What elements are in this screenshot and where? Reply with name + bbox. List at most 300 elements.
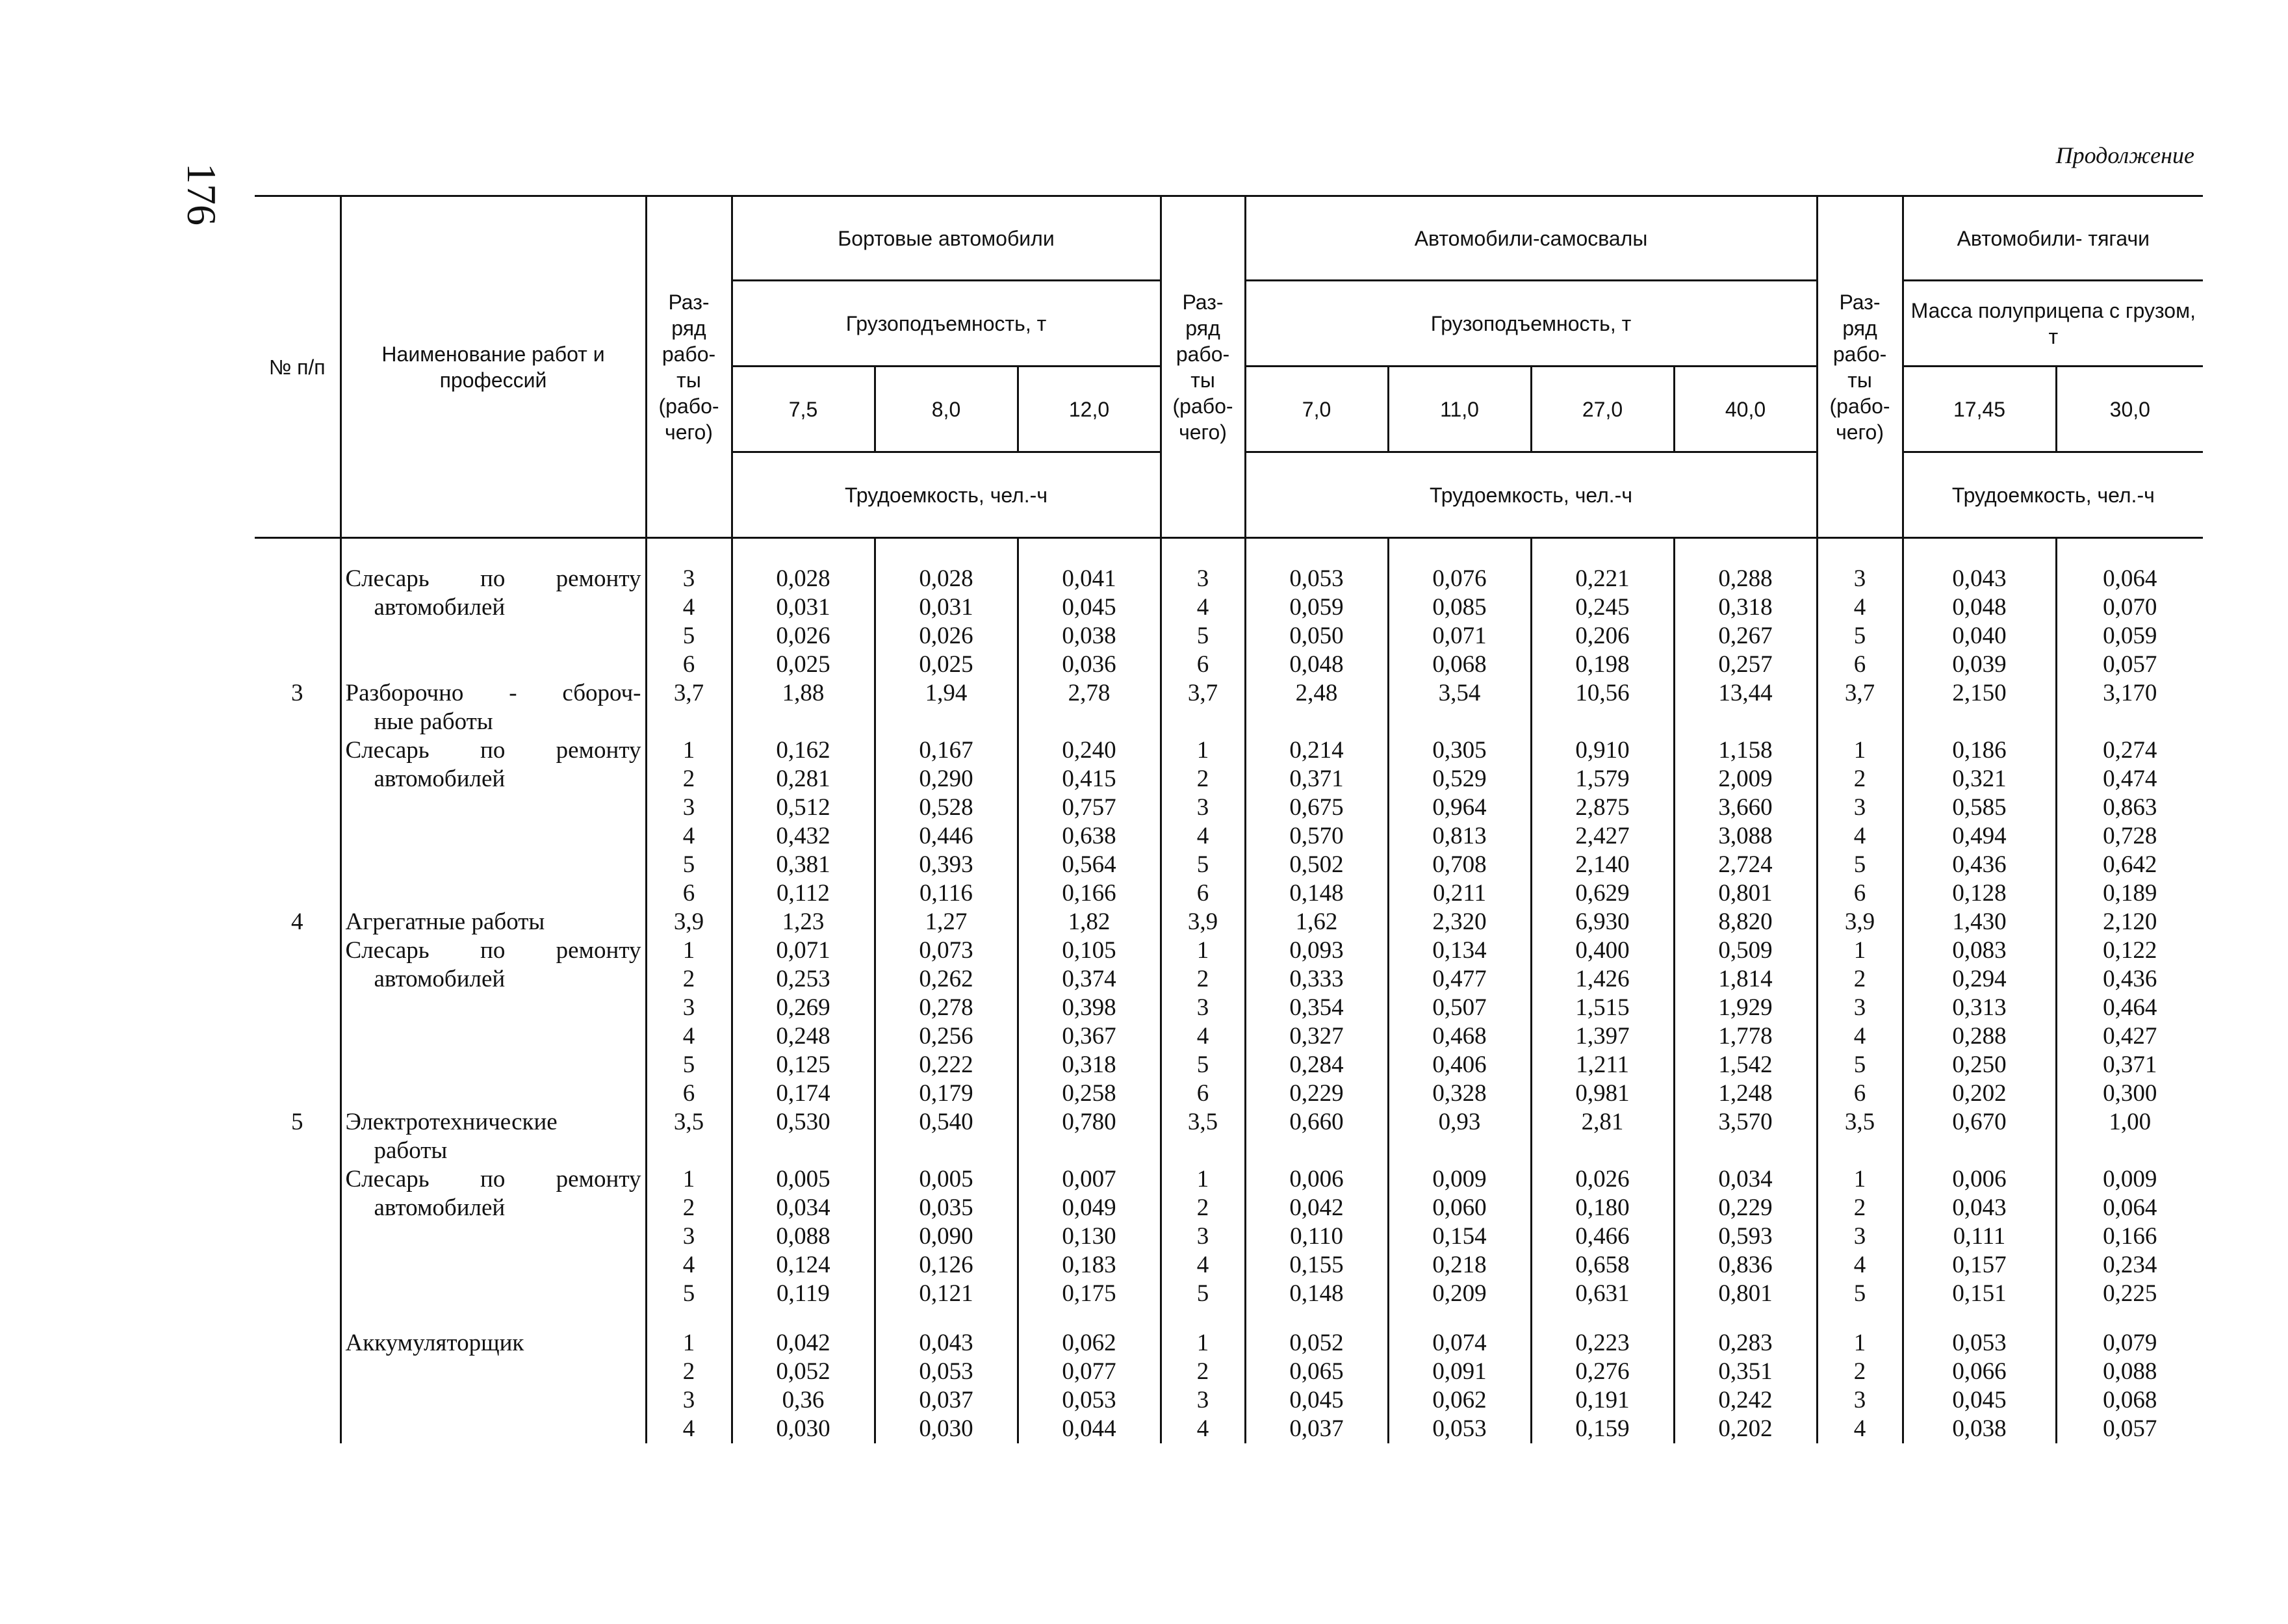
header-grade-3: Раз- ряд рабо- ты (рабо- чего) — [1817, 196, 1903, 538]
row-number: 3 — [291, 680, 303, 706]
value-tractor-30-0: 0,057 — [2056, 651, 2203, 679]
continuation-label: Продолжение — [2055, 142, 2194, 168]
value-flatbed-7-5: 0,124 — [732, 1251, 875, 1280]
value-flatbed-7-5: 0,025 — [732, 651, 875, 679]
value-flatbed-12-0: 0,638 — [1018, 822, 1161, 851]
value-dump-11-0: 0,468 — [1388, 1022, 1531, 1051]
value-dump-7-0: 0,327 — [1245, 1022, 1388, 1051]
table-row — [255, 822, 2203, 851]
value-flatbed-7-5: 0,030 — [732, 1415, 875, 1443]
value-tractor-30-0: 0,728 — [2056, 822, 2203, 851]
value-dump-11-0: 0,091 — [1388, 1358, 1531, 1386]
value-flatbed-12-0: 0,415 — [1018, 765, 1161, 793]
table-row — [255, 1108, 2203, 1137]
value-tractor-17-45 — [1903, 1308, 2056, 1329]
value-flatbed-12-0 — [1018, 708, 1161, 736]
grade-dump: 6 — [1161, 879, 1245, 908]
work-name — [341, 1079, 646, 1108]
header-labor-1: Трудоемкость, чел.-ч — [732, 452, 1161, 538]
header-col: 30,0 — [2056, 367, 2203, 452]
grade-tractor: 4 — [1817, 822, 1903, 851]
value-tractor-30-0: 0,474 — [2056, 765, 2203, 793]
value-flatbed-8-0: 1,94 — [875, 679, 1018, 708]
value-flatbed-12-0: 2,78 — [1018, 679, 1161, 708]
value-flatbed-7-5 — [732, 1308, 875, 1329]
grade-dump: 6 — [1161, 651, 1245, 679]
value-tractor-17-45: 0,313 — [1903, 994, 2056, 1022]
value-tractor-17-45: 0,083 — [1903, 936, 2056, 965]
value-flatbed-7-5: 0,269 — [732, 994, 875, 1022]
work-name — [341, 822, 646, 851]
value-tractor-30-0: 0,064 — [2056, 1194, 2203, 1222]
value-flatbed-8-0: 0,116 — [875, 879, 1018, 908]
value-flatbed-7-5: 0,112 — [732, 879, 875, 908]
value-dump-11-0: 0,813 — [1388, 822, 1531, 851]
header-col: 17,45 — [1903, 367, 2056, 452]
value-dump-40-0: 3,660 — [1674, 793, 1817, 822]
value-dump-40-0 — [1674, 1308, 1817, 1329]
value-flatbed-8-0: 0,053 — [875, 1358, 1018, 1386]
work-name: Разборочно - сбороч- — [341, 679, 646, 708]
work-name — [341, 1415, 646, 1443]
value-dump-11-0: 0,062 — [1388, 1386, 1531, 1415]
value-dump-11-0 — [1388, 1137, 1531, 1165]
grade-dump: 3 — [1161, 538, 1245, 594]
value-dump-27-0: 2,140 — [1531, 851, 1674, 879]
value-dump-40-0: 1,929 — [1674, 994, 1817, 1022]
value-dump-11-0: 0,211 — [1388, 879, 1531, 908]
value-tractor-30-0: 0,088 — [2056, 1358, 2203, 1386]
value-flatbed-7-5: 0,119 — [732, 1280, 875, 1308]
row-number — [255, 1280, 341, 1308]
work-name: ные работы — [341, 708, 646, 736]
grade-tractor: 6 — [1817, 1079, 1903, 1108]
value-flatbed-8-0: 0,030 — [875, 1415, 1018, 1443]
value-flatbed-7-5: 0,432 — [732, 822, 875, 851]
value-flatbed-7-5 — [732, 1137, 875, 1165]
value-dump-7-0: 0,371 — [1245, 765, 1388, 793]
grade-tractor: 2 — [1817, 1194, 1903, 1222]
work-name — [341, 851, 646, 879]
grade-flatbed: 3 — [646, 1386, 732, 1415]
value-dump-11-0: 0,053 — [1388, 1415, 1531, 1443]
value-dump-40-0: 0,801 — [1674, 1280, 1817, 1308]
header-col: 12,0 — [1018, 367, 1161, 452]
value-dump-11-0: 0,076 — [1388, 538, 1531, 594]
value-flatbed-7-5: 0,034 — [732, 1194, 875, 1222]
grade-tractor: 2 — [1817, 1358, 1903, 1386]
work-name: Слесарь по ремонту — [341, 936, 646, 965]
value-flatbed-12-0: 0,130 — [1018, 1222, 1161, 1251]
header-col: 7,5 — [732, 367, 875, 452]
value-tractor-17-45: 1,430 — [1903, 908, 2056, 936]
value-tractor-17-45: 0,670 — [1903, 1108, 2056, 1137]
value-dump-27-0 — [1531, 1137, 1674, 1165]
value-dump-7-0: 0,093 — [1245, 936, 1388, 965]
value-flatbed-8-0: 0,031 — [875, 593, 1018, 622]
value-tractor-17-45: 0,186 — [1903, 736, 2056, 765]
table-row — [255, 1251, 2203, 1280]
value-tractor-17-45: 0,038 — [1903, 1415, 2056, 1443]
header-labor-2: Трудоемкость, чел.-ч — [1245, 452, 1817, 538]
table-row — [255, 708, 2203, 736]
value-tractor-17-45: 0,321 — [1903, 765, 2056, 793]
grade-dump — [1161, 708, 1245, 736]
grade-flatbed: 4 — [646, 1251, 732, 1280]
grade-flatbed: 1 — [646, 736, 732, 765]
header-capacity-1: Грузоподъемность, т — [732, 281, 1161, 367]
value-flatbed-12-0: 0,318 — [1018, 1051, 1161, 1079]
value-tractor-17-45: 0,157 — [1903, 1251, 2056, 1280]
value-dump-7-0: 0,052 — [1245, 1329, 1388, 1358]
row-number — [255, 651, 341, 679]
value-tractor-30-0: 2,120 — [2056, 908, 2203, 936]
value-dump-7-0: 0,148 — [1245, 1280, 1388, 1308]
value-tractor-30-0: 0,057 — [2056, 1415, 2203, 1443]
row-number — [255, 1358, 341, 1386]
grade-dump: 1 — [1161, 936, 1245, 965]
value-flatbed-12-0: 0,780 — [1018, 1108, 1161, 1137]
value-tractor-30-0: 0,642 — [2056, 851, 2203, 879]
value-tractor-17-45: 0,045 — [1903, 1386, 2056, 1415]
value-tractor-17-45: 0,043 — [1903, 538, 2056, 594]
grade-dump — [1161, 1308, 1245, 1329]
value-dump-11-0: 0,305 — [1388, 736, 1531, 765]
value-tractor-30-0: 0,189 — [2056, 879, 2203, 908]
work-name — [341, 994, 646, 1022]
value-flatbed-8-0: 1,27 — [875, 908, 1018, 936]
value-tractor-30-0: 0,059 — [2056, 622, 2203, 651]
value-tractor-30-0: 0,122 — [2056, 936, 2203, 965]
value-dump-11-0: 0,477 — [1388, 965, 1531, 994]
value-tractor-30-0: 1,00 — [2056, 1108, 2203, 1137]
value-flatbed-7-5: 0,031 — [732, 593, 875, 622]
table-row — [255, 793, 2203, 822]
grade-tractor: 5 — [1817, 622, 1903, 651]
value-tractor-30-0: 0,070 — [2056, 593, 2203, 622]
grade-tractor: 4 — [1817, 1415, 1903, 1443]
value-dump-27-0: 0,981 — [1531, 1079, 1674, 1108]
value-tractor-30-0 — [2056, 708, 2203, 736]
table-row — [255, 1051, 2203, 1079]
value-flatbed-7-5: 0,36 — [732, 1386, 875, 1415]
value-dump-11-0: 0,209 — [1388, 1280, 1531, 1308]
table-row — [255, 679, 2203, 708]
value-dump-7-0: 2,48 — [1245, 679, 1388, 708]
value-dump-11-0: 0,328 — [1388, 1079, 1531, 1108]
grade-tractor: 4 — [1817, 1251, 1903, 1280]
work-name — [341, 793, 646, 822]
row-number — [255, 622, 341, 651]
grade-dump: 2 — [1161, 1358, 1245, 1386]
value-flatbed-7-5 — [732, 708, 875, 736]
header-trailer-mass: Масса полуприцепа с грузом, т — [1903, 281, 2203, 367]
grade-flatbed: 1 — [646, 1329, 732, 1358]
work-name — [341, 1386, 646, 1415]
page-number: 176 — [179, 163, 225, 226]
value-tractor-30-0: 0,464 — [2056, 994, 2203, 1022]
value-flatbed-12-0: 0,045 — [1018, 593, 1161, 622]
value-flatbed-12-0: 0,007 — [1018, 1165, 1161, 1194]
work-name: автомобилей — [341, 765, 646, 793]
value-tractor-30-0: 0,068 — [2056, 1386, 2203, 1415]
work-name: Агрегатные работы — [341, 908, 646, 936]
grade-tractor: 3 — [1817, 1386, 1903, 1415]
value-dump-11-0: 0,134 — [1388, 936, 1531, 965]
value-flatbed-8-0: 0,179 — [875, 1079, 1018, 1108]
value-dump-27-0: 10,56 — [1531, 679, 1674, 708]
grade-dump — [1161, 1137, 1245, 1165]
value-dump-7-0: 0,050 — [1245, 622, 1388, 651]
work-name — [341, 651, 646, 679]
value-flatbed-12-0: 1,82 — [1018, 908, 1161, 936]
grade-dump: 2 — [1161, 965, 1245, 994]
value-dump-27-0: 0,245 — [1531, 593, 1674, 622]
value-flatbed-8-0: 0,393 — [875, 851, 1018, 879]
value-tractor-17-45: 0,151 — [1903, 1280, 2056, 1308]
grade-flatbed: 6 — [646, 879, 732, 908]
table-row — [255, 994, 2203, 1022]
table-row — [255, 1415, 2203, 1443]
grade-tractor: 2 — [1817, 765, 1903, 793]
grade-dump: 3,5 — [1161, 1108, 1245, 1137]
value-dump-7-0: 0,214 — [1245, 736, 1388, 765]
value-dump-40-0: 0,318 — [1674, 593, 1817, 622]
value-dump-11-0: 0,964 — [1388, 793, 1531, 822]
value-tractor-17-45: 0,494 — [1903, 822, 2056, 851]
row-number — [255, 1079, 341, 1108]
row-number: 4 — [291, 909, 303, 935]
value-flatbed-12-0: 0,258 — [1018, 1079, 1161, 1108]
header-col: 40,0 — [1674, 367, 1817, 452]
table-row — [255, 1386, 2203, 1415]
value-tractor-17-45: 0,436 — [1903, 851, 2056, 879]
table-row — [255, 765, 2203, 793]
value-flatbed-8-0 — [875, 1137, 1018, 1165]
value-dump-11-0: 0,060 — [1388, 1194, 1531, 1222]
grade-tractor: 3 — [1817, 793, 1903, 822]
value-dump-7-0: 0,053 — [1245, 538, 1388, 594]
value-flatbed-7-5: 0,530 — [732, 1108, 875, 1137]
grade-dump: 4 — [1161, 1251, 1245, 1280]
work-name: работы — [341, 1137, 646, 1165]
value-flatbed-7-5: 0,052 — [732, 1358, 875, 1386]
grade-flatbed: 5 — [646, 1051, 732, 1079]
value-tractor-30-0: 0,166 — [2056, 1222, 2203, 1251]
value-flatbed-8-0: 0,126 — [875, 1251, 1018, 1280]
work-name: автомобилей — [341, 1194, 646, 1222]
value-tractor-17-45: 0,128 — [1903, 879, 2056, 908]
value-flatbed-7-5: 0,253 — [732, 965, 875, 994]
value-dump-40-0: 0,836 — [1674, 1251, 1817, 1280]
grade-dump: 3 — [1161, 1386, 1245, 1415]
value-dump-27-0: 0,191 — [1531, 1386, 1674, 1415]
grade-dump: 2 — [1161, 1194, 1245, 1222]
grade-flatbed: 4 — [646, 1415, 732, 1443]
value-flatbed-8-0: 0,005 — [875, 1165, 1018, 1194]
work-name — [341, 1051, 646, 1079]
header-capacity-2: Грузоподъемность, т — [1245, 281, 1817, 367]
value-flatbed-7-5: 0,071 — [732, 936, 875, 965]
work-name: Аккумуляторщик — [341, 1329, 646, 1358]
table-row — [255, 622, 2203, 651]
table-row — [255, 1022, 2203, 1051]
value-flatbed-8-0: 0,037 — [875, 1386, 1018, 1415]
value-dump-7-0: 0,502 — [1245, 851, 1388, 879]
value-flatbed-12-0: 0,036 — [1018, 651, 1161, 679]
value-dump-40-0: 0,593 — [1674, 1222, 1817, 1251]
row-number — [255, 1051, 341, 1079]
value-dump-40-0: 0,267 — [1674, 622, 1817, 651]
grade-dump: 1 — [1161, 1329, 1245, 1358]
row-number — [255, 994, 341, 1022]
value-dump-40-0: 1,542 — [1674, 1051, 1817, 1079]
value-dump-27-0: 0,198 — [1531, 651, 1674, 679]
table-row — [255, 908, 2203, 936]
value-flatbed-8-0: 0,528 — [875, 793, 1018, 822]
grade-flatbed — [646, 1137, 732, 1165]
grade-flatbed: 2 — [646, 765, 732, 793]
row-number: 5 — [291, 1109, 303, 1135]
value-dump-11-0: 3,54 — [1388, 679, 1531, 708]
header-col: 7,0 — [1245, 367, 1388, 452]
header-col: 8,0 — [875, 367, 1018, 452]
grade-flatbed: 5 — [646, 1280, 732, 1308]
work-name: Электротехнические — [341, 1108, 646, 1137]
grade-flatbed: 3,9 — [646, 908, 732, 936]
value-dump-11-0: 0,154 — [1388, 1222, 1531, 1251]
value-tractor-17-45: 0,294 — [1903, 965, 2056, 994]
grade-tractor: 1 — [1817, 1165, 1903, 1194]
grade-flatbed: 4 — [646, 822, 732, 851]
value-dump-27-0: 6,930 — [1531, 908, 1674, 936]
row-number — [255, 1165, 341, 1194]
value-dump-7-0: 0,065 — [1245, 1358, 1388, 1386]
grade-flatbed: 2 — [646, 1194, 732, 1222]
value-flatbed-8-0: 0,073 — [875, 936, 1018, 965]
value-dump-40-0: 2,724 — [1674, 851, 1817, 879]
value-dump-40-0: 1,158 — [1674, 736, 1817, 765]
value-dump-40-0: 3,088 — [1674, 822, 1817, 851]
row-number — [255, 1137, 341, 1165]
value-tractor-30-0: 0,234 — [2056, 1251, 2203, 1280]
value-dump-40-0: 3,570 — [1674, 1108, 1817, 1137]
value-flatbed-12-0: 0,044 — [1018, 1415, 1161, 1443]
value-tractor-17-45: 0,585 — [1903, 793, 2056, 822]
grade-dump: 3 — [1161, 793, 1245, 822]
value-flatbed-12-0: 0,564 — [1018, 851, 1161, 879]
value-dump-40-0: 0,509 — [1674, 936, 1817, 965]
value-dump-27-0: 0,400 — [1531, 936, 1674, 965]
header-name: Наименование работ и профессий — [341, 196, 646, 538]
header-grade-1: Раз- ряд рабо- ты (рабо- чего) — [646, 196, 732, 538]
value-tractor-17-45: 0,066 — [1903, 1358, 2056, 1386]
header-col: 27,0 — [1531, 367, 1674, 452]
grade-flatbed: 1 — [646, 1165, 732, 1194]
value-dump-27-0: 1,515 — [1531, 994, 1674, 1022]
value-dump-27-0: 0,180 — [1531, 1194, 1674, 1222]
value-dump-27-0: 0,276 — [1531, 1358, 1674, 1386]
value-dump-7-0: 0,155 — [1245, 1251, 1388, 1280]
value-tractor-17-45: 0,053 — [1903, 1329, 2056, 1358]
table-row — [255, 538, 2203, 594]
value-flatbed-7-5: 0,281 — [732, 765, 875, 793]
work-name: автомобилей — [341, 593, 646, 622]
value-flatbed-12-0: 0,757 — [1018, 793, 1161, 822]
grade-dump: 3 — [1161, 1222, 1245, 1251]
value-tractor-30-0: 0,009 — [2056, 1165, 2203, 1194]
row-number — [255, 593, 341, 622]
table-row — [255, 1329, 2203, 1358]
value-dump-27-0 — [1531, 708, 1674, 736]
value-dump-7-0: 0,229 — [1245, 1079, 1388, 1108]
table-row — [255, 736, 2203, 765]
value-flatbed-12-0: 0,374 — [1018, 965, 1161, 994]
grade-tractor: 1 — [1817, 1329, 1903, 1358]
work-name: Слесарь по ремонту — [341, 1165, 646, 1194]
row-number — [255, 822, 341, 851]
value-dump-11-0 — [1388, 1308, 1531, 1329]
row-number — [255, 936, 341, 965]
table-row — [255, 879, 2203, 908]
value-tractor-17-45: 0,250 — [1903, 1051, 2056, 1079]
grade-tractor: 4 — [1817, 1022, 1903, 1051]
row-number — [255, 793, 341, 822]
value-tractor-30-0: 0,300 — [2056, 1079, 2203, 1108]
table-row — [255, 593, 2203, 622]
table-row — [255, 1222, 2203, 1251]
value-flatbed-8-0: 0,540 — [875, 1108, 1018, 1137]
grade-flatbed: 3,5 — [646, 1108, 732, 1137]
value-dump-40-0: 0,801 — [1674, 879, 1817, 908]
table-row — [255, 1079, 2203, 1108]
grade-tractor — [1817, 1308, 1903, 1329]
row-number — [255, 1308, 341, 1329]
value-flatbed-8-0 — [875, 708, 1018, 736]
value-flatbed-7-5: 0,512 — [732, 793, 875, 822]
value-dump-40-0: 2,009 — [1674, 765, 1817, 793]
value-dump-27-0: 0,206 — [1531, 622, 1674, 651]
value-dump-7-0: 1,62 — [1245, 908, 1388, 936]
grade-dump: 4 — [1161, 822, 1245, 851]
value-dump-11-0: 0,071 — [1388, 622, 1531, 651]
value-flatbed-12-0: 0,038 — [1018, 622, 1161, 651]
work-name: Слесарь по ремонту — [341, 736, 646, 765]
value-dump-7-0: 0,059 — [1245, 593, 1388, 622]
value-dump-27-0: 2,875 — [1531, 793, 1674, 822]
value-tractor-17-45: 0,111 — [1903, 1222, 2056, 1251]
value-dump-7-0: 0,048 — [1245, 651, 1388, 679]
table-row — [255, 965, 2203, 994]
grade-tractor: 1 — [1817, 936, 1903, 965]
value-dump-7-0: 0,675 — [1245, 793, 1388, 822]
grade-tractor — [1817, 1137, 1903, 1165]
value-dump-40-0: 1,778 — [1674, 1022, 1817, 1051]
grade-tractor: 4 — [1817, 593, 1903, 622]
value-dump-27-0: 0,159 — [1531, 1415, 1674, 1443]
value-flatbed-7-5: 0,028 — [732, 538, 875, 594]
grade-dump: 2 — [1161, 765, 1245, 793]
grade-tractor: 5 — [1817, 851, 1903, 879]
grade-dump: 5 — [1161, 1280, 1245, 1308]
value-dump-40-0: 0,202 — [1674, 1415, 1817, 1443]
value-tractor-17-45: 0,006 — [1903, 1165, 2056, 1194]
value-dump-40-0: 0,257 — [1674, 651, 1817, 679]
value-tractor-30-0: 0,274 — [2056, 736, 2203, 765]
value-flatbed-12-0: 0,398 — [1018, 994, 1161, 1022]
grade-dump: 3 — [1161, 994, 1245, 1022]
value-tractor-17-45: 0,040 — [1903, 622, 2056, 651]
